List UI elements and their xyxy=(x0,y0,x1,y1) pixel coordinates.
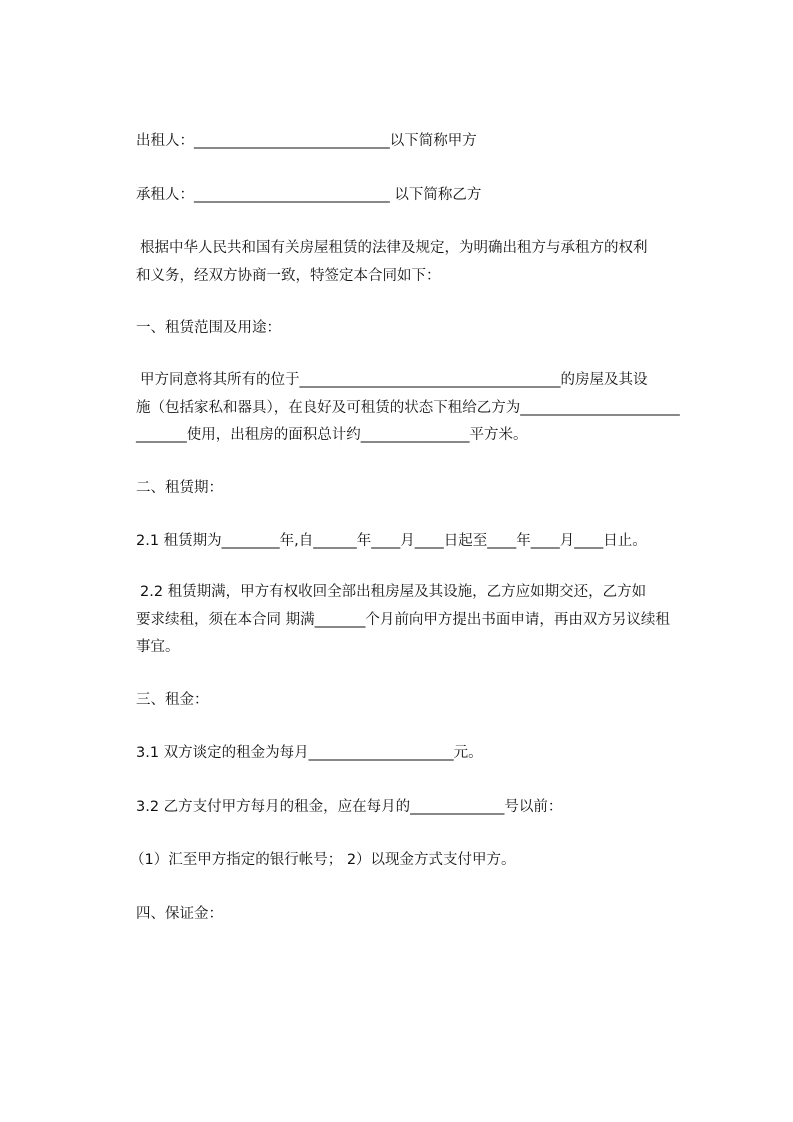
lessee-line: 承租人：___________________________ 以下简称乙方 xyxy=(136,187,482,203)
section-2-heading: 二、租赁期： xyxy=(136,480,223,496)
preamble-line-1: 根据中华人民共和国有关房屋租赁的法律及规定，为明确出租方与承租方的权利 xyxy=(140,240,648,256)
section-3-heading: 三、租金： xyxy=(136,692,209,708)
section-1-line-1: 甲方同意将其所有的位于____________________________________的房屋及其设 xyxy=(140,372,648,388)
lessor-line: 出租人：___________________________以下简称甲方 xyxy=(136,133,477,149)
clause-3-2: 3.2 乙方支付甲方每月的租金，应在每月的_____________号以前： xyxy=(136,799,563,815)
payment-methods: （1）汇至甲方指定的银行帐号； 2）以现金方式支付甲方。 xyxy=(130,852,516,868)
section-4-heading: 四、保证金： xyxy=(136,906,223,922)
clause-2-2-line-3: 事宜。 xyxy=(136,639,180,655)
section-1-line-2: 施（包括家私和器具），在良好及可租赁的状态下租给乙方为______________________ xyxy=(136,400,680,416)
preamble-line-2: 和义务，经双方协商一致，特签定本合同如下： xyxy=(136,268,441,284)
section-1-heading: 一、租赁范围及用途： xyxy=(136,320,281,336)
clause-2-2-line-2: 要求续租，须在本合同 期满_______个月前向甲方提出书面申请，再由双方另议续租 xyxy=(136,612,670,628)
clause-3-1: 3.1 双方谈定的租金为每月____________________元。 xyxy=(136,745,483,761)
section-1-line-3: _______使用，出租房的面积总计约_______________平方米。 xyxy=(136,427,528,443)
clause-2-2-line-1: 2.2 租赁期满，甲方有权收回全部出租房屋及其设施，乙方应如期交还，乙方如 xyxy=(140,584,647,600)
clause-2-1: 2.1 租赁期为________年,自______年____月____日起至____年____月____日止。 xyxy=(136,533,647,549)
